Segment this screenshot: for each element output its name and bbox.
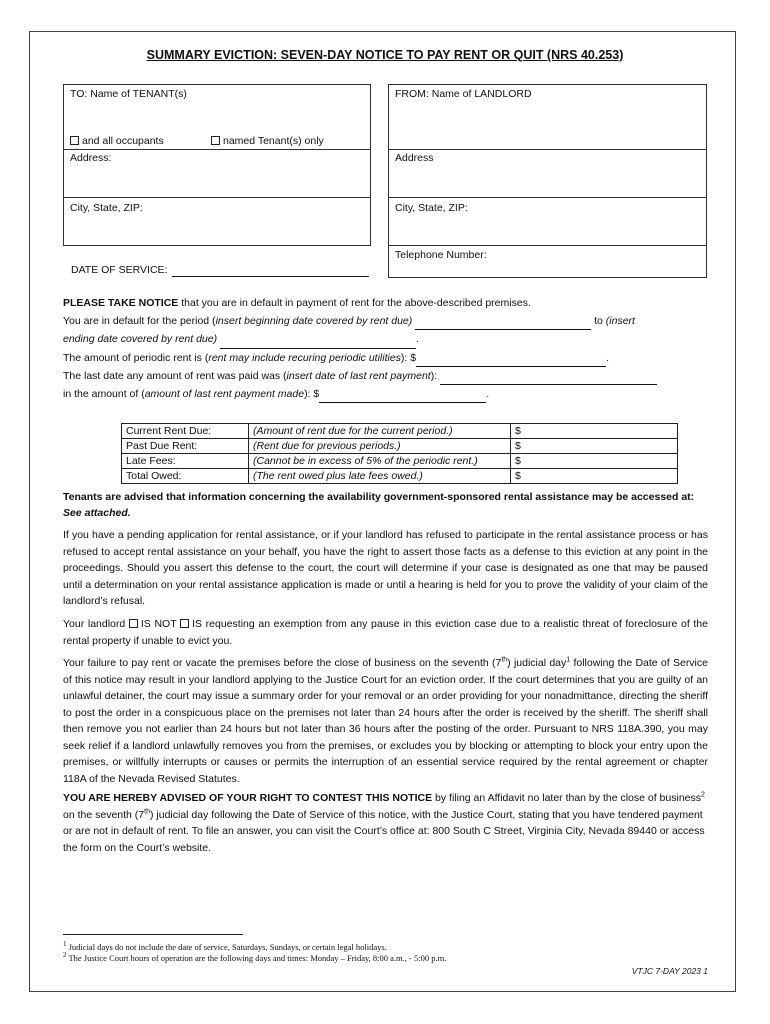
tenant-address-label: Address:: [70, 152, 112, 164]
rent-row-description: (Amount of rent due for the current period.): [249, 424, 511, 439]
last-paid-amount-field[interactable]: [319, 391, 486, 403]
rent-row-amount-field[interactable]: $: [511, 439, 678, 454]
footnote-separator: [63, 934, 243, 935]
tenant-address-box[interactable]: [63, 149, 371, 198]
rent-table-row: [122, 469, 678, 484]
rent-row-description: (Rent due for previous periods.): [249, 439, 511, 454]
footnote-1: $^1$ Judicial days do not include the date of service, Saturdays, Sundays, or certain legal holidays.: [63, 940, 387, 952]
rent-row-label: Current Rent Due:: [122, 424, 249, 439]
periodic-rent-line: The amount of periodic rent is (rent may include recuring periodic utilities): $ .: [63, 349, 708, 367]
named-tenants-option[interactable]: named Tenant(s) only: [211, 135, 324, 147]
last-paid-line: The last date any amount of rent was paid was (insert date of last rent payment):: [63, 367, 708, 385]
document-title: SUMMARY EVICTION: SEVEN-DAY NOTICE TO PAY RENT OR QUIT (NRS 40.253): [146, 48, 624, 62]
rent-due-table: [121, 423, 678, 484]
rent-row-description: (The rent owed plus late fees owed.): [249, 469, 511, 484]
rent-row-label: Total Owed:: [122, 469, 249, 484]
landlord-name-box[interactable]: [388, 84, 707, 150]
all-occupants-checkbox[interactable]: [70, 136, 79, 145]
rent-table-row: [122, 454, 678, 469]
period-end-field[interactable]: [220, 337, 416, 349]
landlord-phone-box[interactable]: [388, 245, 707, 278]
landlord-name-label: FROM: Name of LANDLORD: [395, 88, 532, 100]
notice-lead: PLEASE TAKE NOTICE that you are in default in payment of rent for the above-described premises.: [63, 297, 531, 309]
assistance-advisory: Tenants are advised that information concerning the availability government-sponsored rental assistance may be accessed at: See attached.: [63, 491, 695, 519]
rent-row-label: Late Fees:: [122, 454, 249, 469]
rent-row-description: (Cannot be in excess of 5% of the periodic rent.): [249, 454, 511, 469]
landlord-city-box[interactable]: [388, 197, 707, 246]
landlord-city-label: City, State, ZIP:: [395, 202, 468, 214]
all-occupants-option[interactable]: and all occupants: [70, 135, 164, 147]
rent-table-row: [122, 424, 678, 439]
named-tenants-checkbox[interactable]: [211, 136, 220, 145]
exemption-paragraph: Your landlord IS NOT IS requesting an exemption from any pause in this eviction case due to a realistic threat of foreclosure of the rental property if unable to evict you.: [63, 618, 708, 647]
rent-row-amount-field[interactable]: $: [511, 424, 678, 439]
landlord-phone-label: Telephone Number:: [395, 249, 487, 261]
is-not-checkbox[interactable]: [129, 619, 138, 628]
tenant-name-label: TO: Name of TENANT(s): [70, 88, 187, 100]
contest-paragraph: YOU ARE HEREBY ADVISED OF YOUR RIGHT TO CONTEST THIS NOTICE by filing an Affidavit no later than by the close of business$^2$ on the seventh (7th) judicial day following the Date of Service of this notice, with the Justice Court, stating that you have tendered payment or are not in default of rent. To file an answer, you can visit the Court’s office at: 800 South C Street, Virginia City, Nevada 89440 or access the form on the Court’s website.: [63, 791, 705, 854]
last-paid-amount-line: in the amount of (amount of last rent payment made): $ .: [63, 385, 708, 403]
is-checkbox[interactable]: [180, 619, 189, 628]
footnote-2: $^2$ The Justice Court hours of operation are the following days and times: Monday – Friday, 8:00 a.m., - 5:00 p.m.: [63, 951, 447, 963]
landlord-address-label: Address: [395, 152, 434, 164]
period-start-field[interactable]: [415, 318, 591, 330]
assistance-paragraph: If you have a pending application for rental assistance, or if your landlord has refused to participate in the rental assistance process or has refused to accept rental assistance on your behalf, you have the right to assert those facts as a defense to this eviction at any point in the proceedings. Should you assert this defense to the court, the court will determine if your case is designated as one that may be paused until a determination on your rental assistance application is made or until a hearing is held for you to prove the validity of your claim of the landlord’s refusal.: [63, 529, 708, 607]
rent-table-row: [122, 439, 678, 454]
default-period-line: You are in default for the period (insert beginning date covered by rent due) to (insert: [63, 312, 708, 330]
date-of-service-field[interactable]: [172, 265, 369, 277]
page-footer: VTJC 7-DAY 2023 1: [631, 966, 708, 976]
failure-paragraph: Your failure to pay rent or vacate the premises before the close of business on the seventh (7th) judicial day$^1$ following the Date of Service of this notice may result in your landlord applying to the Justice Court for an eviction order. If the court determines that you are guilty of an unlawful detainer, the court may issue a summary order for your removal or an order providing for your nonadmittance, directing the sheriff to post the order in a conspicuous place on the premises not later than 24 hours after the order is received by the sheriff. The sheriff shall then remove you not earlier than 24 hours but not later than 36 hours after the posting of the order. Pursuant to NRS 118A.390, you may seek relief if a landlord unlawfully removes you from the premises, or excludes you by blocking or attempting to block your entry upon the premises, or willfully interrupts or causes or permits the interruption of an essential service required by the rental agreement or chapter 118A of the Nevada Revised Statutes.: [63, 656, 708, 785]
tenant-name-box[interactable]: [63, 84, 371, 150]
default-period-end-line: ending date covered by rent due) .: [63, 330, 708, 348]
notice-section: [63, 294, 708, 403]
rent-row-label: Past Due Rent:: [122, 439, 249, 454]
tenant-city-box[interactable]: [63, 197, 371, 246]
tenant-city-label: City, State, ZIP:: [70, 202, 143, 214]
landlord-address-box[interactable]: [388, 149, 707, 198]
periodic-rent-field[interactable]: [416, 355, 606, 367]
last-paid-date-field[interactable]: [440, 373, 657, 385]
rent-row-amount-field[interactable]: $: [511, 469, 678, 484]
rent-row-amount-field[interactable]: $: [511, 454, 678, 469]
date-of-service-label: DATE OF SERVICE:: [71, 264, 168, 276]
